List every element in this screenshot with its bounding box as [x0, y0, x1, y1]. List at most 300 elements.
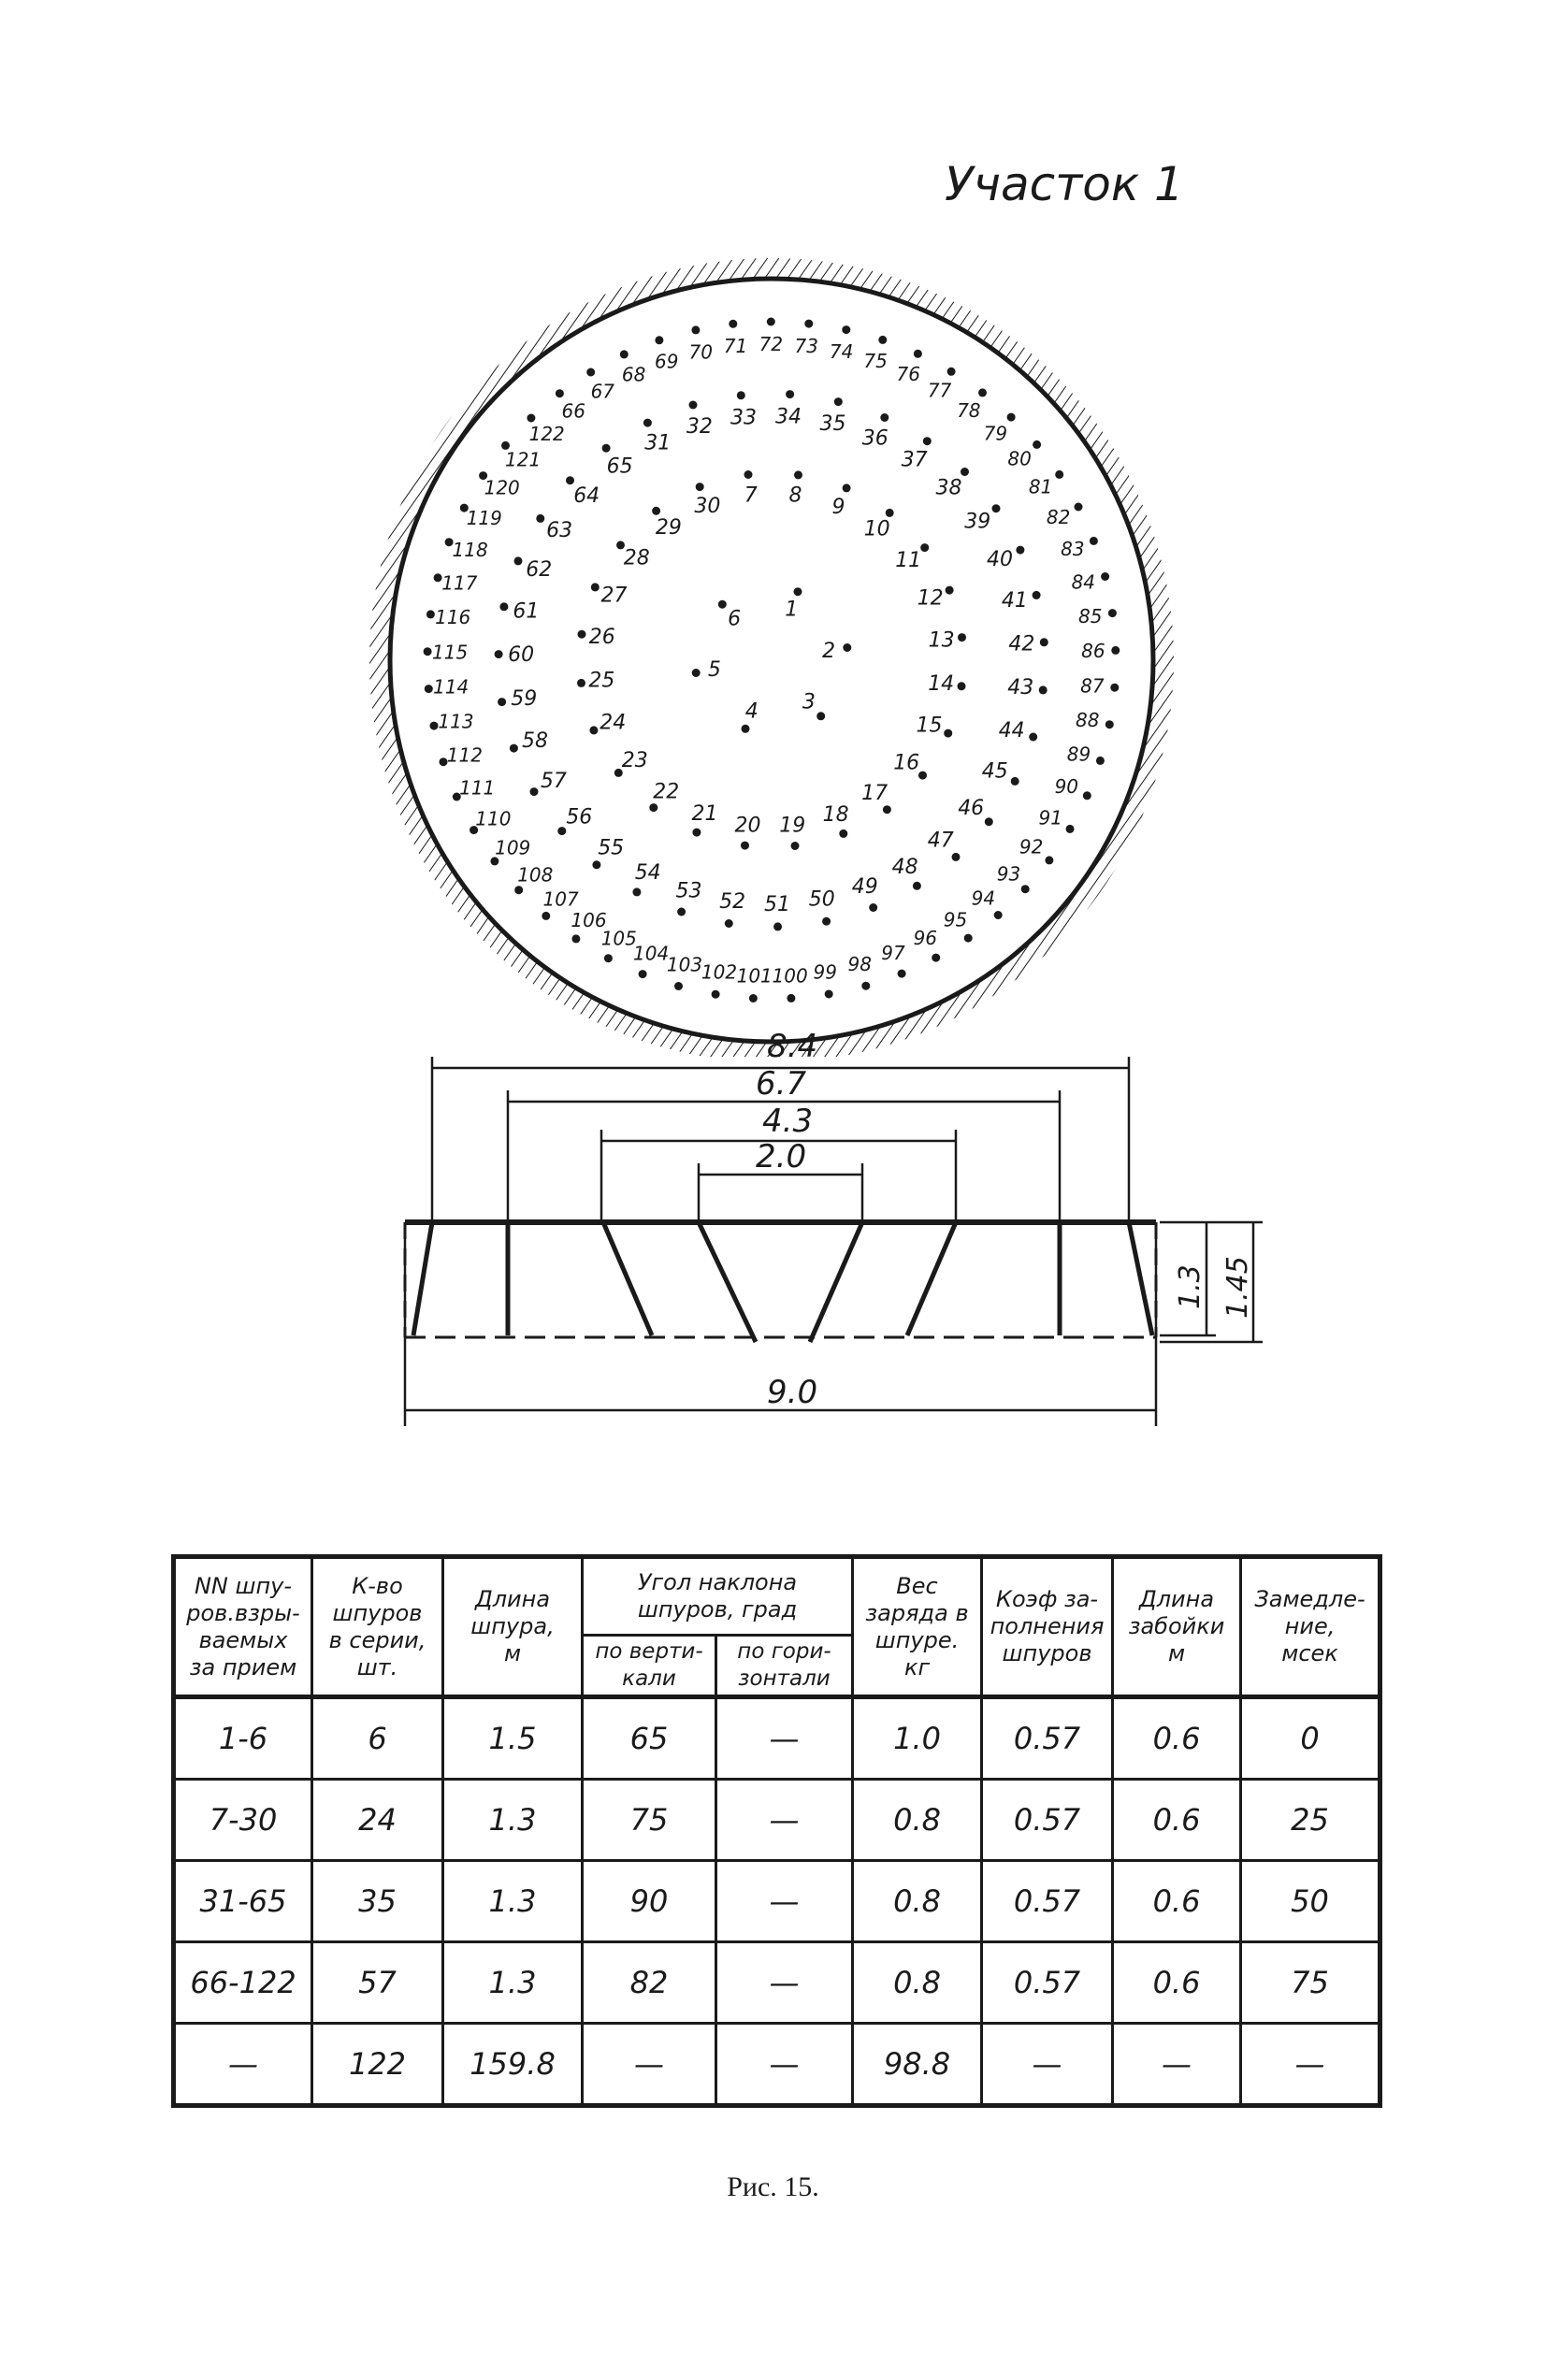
blasthole-marker — [729, 320, 737, 328]
blasthole-number: 21 — [691, 801, 718, 826]
blasthole-number: 76 — [896, 363, 920, 386]
blasthole-number: 84 — [1071, 570, 1096, 594]
table-cell: — — [716, 1780, 853, 1861]
blasthole-number: 118 — [452, 539, 488, 562]
blasthole-number: 36 — [861, 426, 889, 451]
blasthole-marker — [869, 903, 877, 912]
table-cell: 0.6 — [1113, 1861, 1241, 1942]
blasthole-number: 34 — [775, 405, 802, 429]
blasthole-number: 42 — [1008, 632, 1035, 656]
blasthole-marker — [964, 934, 973, 943]
blasthole-marker — [1011, 777, 1019, 786]
blasthole-number: 17 — [861, 782, 889, 806]
table-cell: 57 — [312, 1942, 443, 2024]
blasthole-number: 18 — [822, 803, 849, 827]
blasthole-number: 116 — [435, 606, 471, 629]
table-cell: — — [1113, 2024, 1241, 2106]
blasthole-number: 11 — [895, 548, 922, 572]
blasthole-number: 44 — [998, 719, 1025, 743]
blasthole-marker — [514, 886, 523, 894]
blasthole-number: 37 — [901, 448, 928, 472]
blasthole-marker — [1055, 470, 1063, 479]
table-cell: 1.0 — [853, 1697, 982, 1780]
blasthole-number: 72 — [759, 333, 784, 355]
blasthole-marker — [816, 712, 825, 720]
blasthole-number: 71 — [723, 335, 748, 358]
blasthole-number: 67 — [590, 380, 615, 403]
table-cell: 35 — [312, 1861, 443, 1942]
blasthole-number: 35 — [819, 411, 846, 436]
blasthole-marker — [878, 336, 887, 344]
blasthole-marker — [689, 401, 698, 410]
blasthole-marker — [861, 982, 870, 990]
blasthole-number: 99 — [813, 960, 837, 984]
hole-markers — [424, 318, 1120, 1003]
blasthole-marker — [591, 583, 600, 591]
section-holes — [413, 1222, 1152, 1342]
table-cell: — — [583, 2024, 716, 2106]
blasthole-marker — [947, 368, 956, 376]
blasthole-number: 45 — [981, 759, 1008, 784]
blasthole-number: 96 — [913, 927, 938, 949]
blasthole-number: 31 — [644, 431, 672, 455]
header-hole-length: Длина шпура, м — [443, 1557, 583, 1697]
blasthole-marker — [1066, 825, 1075, 833]
table-cell: — — [716, 1942, 853, 2024]
dim-label-8-4: 8.4 — [767, 1029, 818, 1065]
blasthole-number: 85 — [1077, 605, 1103, 627]
blasthole-marker — [1033, 591, 1041, 599]
table-cell: 0.6 — [1113, 1942, 1241, 2024]
blasthole-number: 102 — [701, 960, 738, 984]
blasthole-marker — [1111, 646, 1120, 655]
blasthole-number: 122 — [528, 423, 565, 446]
blasthole-number: 104 — [633, 942, 670, 965]
blasthole-number: 38 — [935, 476, 962, 500]
blasthole-number: 5 — [707, 658, 721, 683]
blasthole-number: 2 — [822, 639, 836, 663]
table-row — [174, 1780, 1380, 1861]
header-hole-count: К-во шпуров в серии, шт. — [312, 1557, 443, 1697]
blasthole-number: 22 — [653, 780, 680, 804]
blasthole-marker — [773, 922, 782, 930]
table-row — [174, 2024, 1380, 2106]
table-cell: — — [716, 1861, 853, 1942]
header-angle-vertical: по верти- кали — [583, 1636, 716, 1697]
blasthole-marker — [886, 509, 894, 517]
blasthole-marker — [804, 320, 813, 328]
blasthole-number: 82 — [1046, 505, 1071, 528]
table-cell: 159.8 — [443, 2024, 583, 2106]
blasthole-number: 28 — [623, 546, 650, 570]
blasthole-marker — [1101, 572, 1109, 581]
header-delay: Замедле- ние, мсек — [1241, 1557, 1380, 1697]
tunnel-contour — [390, 279, 1153, 1042]
blasthole-marker — [1029, 733, 1037, 742]
blasthole-marker — [1108, 609, 1117, 617]
blasthole-number: 117 — [441, 571, 478, 595]
table-cell: 1.3 — [443, 1942, 583, 2024]
table-cell: — — [716, 1697, 853, 1780]
blasthole-marker — [604, 954, 613, 962]
blasthole-number: 33 — [730, 406, 757, 430]
blasthole-number: 24 — [600, 711, 627, 735]
blasthole-marker — [1007, 413, 1016, 422]
blasthole-marker — [649, 803, 657, 812]
blasthole-marker — [952, 853, 961, 861]
rock-hatch-ring — [379, 267, 1164, 1053]
table-cell: 0.6 — [1113, 1697, 1241, 1780]
blasthole-marker — [992, 504, 1001, 512]
blasthole-number: 13 — [928, 628, 955, 653]
blasthole-number: 97 — [881, 941, 905, 964]
blasthole-number: 103 — [666, 953, 703, 976]
blasthole-number: 32 — [686, 415, 713, 439]
blasthole-number: 40 — [987, 548, 1013, 572]
blasthole-marker — [741, 842, 749, 850]
blasthole-number: 27 — [600, 584, 628, 608]
blasthole-marker — [578, 630, 586, 639]
blasthole-marker — [794, 587, 802, 596]
blasthole-number: 49 — [851, 875, 878, 900]
table-cell: — — [174, 2024, 312, 2106]
blasthole-number: 15 — [916, 714, 943, 738]
blasthole-number: 119 — [466, 506, 502, 529]
table-cell: 0.57 — [982, 1861, 1113, 1942]
blasthole-number: 56 — [566, 805, 593, 829]
blasthole-number: 61 — [513, 599, 540, 624]
blasthole-marker — [944, 729, 952, 738]
blasthole-number: 90 — [1054, 775, 1079, 799]
blasthole-marker — [978, 388, 987, 397]
blasthole-marker — [822, 917, 831, 926]
blasthole-marker — [786, 390, 794, 398]
blasthole-marker — [495, 650, 503, 658]
blasthole-number: 100 — [772, 964, 808, 988]
blasthole-number: 65 — [606, 454, 633, 479]
blasthole-marker — [652, 507, 660, 515]
table-cell: 65 — [583, 1697, 716, 1780]
blasthole-number: 81 — [1028, 475, 1053, 498]
blasthole-marker — [620, 350, 629, 358]
blasthole-number: 98 — [847, 953, 872, 976]
blasthole-marker — [920, 543, 929, 552]
blasthole-marker — [880, 413, 889, 422]
blasthole-marker — [923, 437, 932, 445]
blasthole-marker — [842, 325, 850, 334]
blasthole-number: 68 — [621, 363, 646, 386]
blasthole-number: 3 — [802, 690, 816, 714]
blasthole-marker — [918, 772, 927, 780]
blasthole-marker — [898, 970, 906, 978]
blasthole-marker — [958, 633, 966, 642]
blasthole-marker — [592, 860, 600, 869]
dim-label-9-0: 9.0 — [767, 1374, 818, 1411]
blasthole-number: 108 — [517, 863, 554, 887]
blasthole-number: 51 — [764, 892, 790, 916]
blasthole-marker — [696, 483, 704, 491]
blasthole-number: 9 — [831, 496, 845, 520]
hole-section-view — [0, 1029, 1546, 1440]
blasthole-number: 93 — [996, 862, 1021, 886]
blasthole-marker — [589, 726, 598, 734]
table-cell: 0.8 — [853, 1942, 982, 2024]
blasthole-number: 79 — [983, 422, 1008, 445]
blasthole-marker — [1045, 856, 1053, 864]
blasthole-marker — [1090, 537, 1098, 545]
dim-label-1-45: 1.45 — [1221, 1256, 1254, 1319]
blasthole-number: 29 — [655, 515, 682, 540]
blasthole-number: 54 — [634, 861, 661, 885]
blasthole-marker — [985, 817, 993, 826]
blasthole-number: 39 — [964, 510, 991, 534]
blasthole-number: 58 — [522, 729, 548, 754]
blasthole-number: 48 — [891, 856, 918, 879]
blasthole-number: 80 — [1007, 447, 1032, 470]
blasthole-marker — [1105, 720, 1114, 728]
blasthole-number: 78 — [957, 398, 981, 422]
blasthole-marker — [430, 722, 439, 730]
blasthole-number: 6 — [728, 607, 742, 631]
blasthole-number: 57 — [540, 769, 567, 793]
table-cell: 0.8 — [853, 1780, 982, 1861]
table-cell: 25 — [1241, 1780, 1380, 1861]
blasthole-number: 106 — [571, 909, 607, 932]
blasthole-marker — [426, 610, 435, 618]
blasthole-marker — [767, 318, 775, 326]
table-cell: 0.8 — [853, 1861, 982, 1942]
blasthole-marker — [843, 483, 851, 492]
blasthole-marker — [749, 994, 758, 1002]
table-cell: 82 — [583, 1942, 716, 2024]
blasthole-marker — [825, 990, 833, 999]
blasthole-marker — [632, 887, 641, 896]
blasthole-marker — [834, 397, 843, 406]
blasthole-marker — [1096, 757, 1105, 765]
blasthole-plan — [0, 0, 1546, 1057]
blasthole-number: 59 — [511, 686, 538, 711]
header-hole-angle: Угол наклона шпуров, град — [583, 1557, 853, 1636]
header-hole-numbers: NN шпу- ров.взры- ваемых за прием — [174, 1557, 312, 1697]
table-cell: 0.57 — [982, 1942, 1113, 2024]
table-cell: — — [1241, 2024, 1380, 2106]
blasthole-marker — [958, 682, 966, 690]
blasthole-number: 50 — [808, 887, 835, 912]
blasthole-number: 23 — [621, 749, 648, 773]
blasthole-number: 105 — [600, 927, 637, 950]
table-cell: 0.6 — [1113, 1780, 1241, 1861]
blasthole-number: 88 — [1075, 709, 1100, 732]
blasthole-marker — [510, 744, 518, 753]
blasthole-marker — [1083, 791, 1091, 800]
table-cell: 0 — [1241, 1697, 1380, 1780]
blasthole-marker — [677, 908, 686, 916]
blasthole-number: 94 — [971, 887, 996, 910]
blasthole-number: 74 — [829, 340, 854, 363]
table-body — [174, 1697, 1380, 2106]
blasthole-marker — [556, 389, 564, 397]
blasthole-marker — [1075, 503, 1083, 512]
blasthole-number: 120 — [484, 476, 520, 499]
table-cell: 1-6 — [174, 1697, 312, 1780]
blasthole-marker — [602, 444, 611, 453]
figure-caption: Рис. 15. — [727, 2171, 819, 2202]
blasthole-number: 14 — [928, 671, 955, 696]
blasthole-number: 91 — [1038, 806, 1062, 829]
header-charge-weight: Вес заряда в шпуре. кг — [853, 1557, 982, 1697]
blasthole-number: 7 — [744, 483, 758, 508]
blasthole-marker — [692, 829, 701, 837]
blasthole-marker — [914, 350, 922, 358]
blasthole-marker — [527, 414, 535, 423]
table-cell: 50 — [1241, 1861, 1380, 1942]
dim-label-6-7: 6.7 — [756, 1065, 807, 1103]
blasthole-marker — [725, 919, 733, 928]
blasthole-marker — [530, 787, 539, 796]
blasthole-number: 87 — [1080, 674, 1105, 698]
header-fill-coefficient: Коэф за- полнения шпуров — [982, 1557, 1113, 1697]
table-cell: 6 — [312, 1697, 443, 1780]
blasthole-marker — [913, 882, 921, 890]
blasthole-marker — [946, 586, 954, 595]
header-stemming-length: Длина забойки м — [1113, 1557, 1241, 1697]
blasthole-number: 86 — [1081, 640, 1105, 663]
blasthole-number: 115 — [432, 641, 469, 664]
table-cell: 75 — [583, 1780, 716, 1861]
blasthole-marker — [787, 994, 795, 1002]
section-title: Участок 1 — [945, 157, 1184, 211]
table-cell: — — [982, 2024, 1113, 2106]
blasthole-marker — [712, 990, 720, 999]
blasthole-number: 121 — [505, 448, 542, 471]
blasthole-number: 114 — [433, 675, 470, 699]
blasthole-marker — [932, 954, 940, 962]
table-cell: — — [716, 2024, 853, 2106]
blasthole-number: 20 — [734, 814, 761, 838]
blasthole-number: 53 — [675, 879, 702, 903]
blasthole-marker — [425, 685, 433, 693]
table-cell: 1.5 — [443, 1697, 583, 1780]
dim-label-4-3: 4.3 — [762, 1103, 814, 1140]
blasthole-marker — [577, 679, 585, 687]
table-cell: 122 — [312, 2024, 443, 2106]
blasthole-marker — [1021, 885, 1030, 893]
blasthole-marker — [742, 725, 750, 733]
blasthole-marker — [691, 325, 700, 334]
blasthole-marker — [536, 514, 544, 523]
blasthole-number: 69 — [654, 350, 679, 373]
blasthole-marker — [674, 982, 683, 990]
blasthole-marker — [643, 419, 652, 427]
blasthole-marker — [961, 468, 969, 476]
blasthole-number: 19 — [779, 814, 806, 838]
blasthole-marker — [655, 336, 663, 344]
blasthole-marker — [843, 643, 851, 652]
dim-label-1-3: 1.3 — [1174, 1264, 1206, 1309]
blasthole-number: 8 — [788, 483, 802, 508]
blasthole-marker — [737, 391, 745, 399]
blasthole-number: 66 — [561, 399, 585, 423]
blasthole-marker — [994, 911, 1003, 919]
blasthole-marker — [566, 476, 574, 484]
blasthole-marker — [794, 470, 802, 479]
blasthole-number: 113 — [438, 710, 474, 733]
table-cell: 90 — [583, 1861, 716, 1942]
table-cell: 66-122 — [174, 1942, 312, 2024]
table-cell: 31-65 — [174, 1861, 312, 1942]
blasthole-number: 55 — [598, 836, 625, 860]
blasthole-number: 77 — [927, 379, 952, 402]
blasthole-number: 60 — [508, 643, 535, 668]
blasthole-marker — [883, 805, 891, 814]
blasthole-number: 95 — [943, 908, 968, 931]
blasthole-number: 41 — [1001, 589, 1028, 613]
blasthole-number: 83 — [1061, 537, 1085, 560]
blasthole-marker — [1033, 440, 1041, 449]
blasthole-marker — [586, 368, 595, 377]
blasthole-marker — [1040, 638, 1048, 646]
blasthole-number: 30 — [694, 495, 721, 518]
table-cell: 75 — [1241, 1942, 1380, 2024]
blasthole-number: 4 — [744, 700, 759, 724]
blasthole-marker — [1039, 685, 1048, 694]
blasthole-number: 25 — [588, 669, 615, 693]
blasthole-number: 111 — [459, 776, 496, 800]
blasthole-number: 73 — [794, 335, 818, 357]
blasthole-number: 64 — [573, 483, 600, 508]
blasthole-number: 110 — [475, 807, 512, 830]
blasthole-number: 10 — [863, 517, 890, 541]
blasthole-number: 62 — [526, 557, 553, 582]
table-cell: 24 — [312, 1780, 443, 1861]
blasthole-number: 46 — [958, 797, 985, 821]
blasthole-number: 63 — [546, 519, 573, 543]
table-row — [174, 1942, 1380, 2024]
blasthole-number: 26 — [588, 626, 615, 650]
blasthole-marker — [571, 934, 580, 943]
blasthole-number: 112 — [446, 743, 483, 767]
table-cell: 0.57 — [982, 1780, 1113, 1861]
blasthole-number: 109 — [495, 836, 531, 859]
blasthole-marker — [542, 912, 550, 920]
table-cell: 0.57 — [982, 1697, 1113, 1780]
blasthole-number: 16 — [893, 751, 920, 775]
blasthole-number: 47 — [927, 829, 954, 853]
blasthole-marker — [557, 827, 566, 835]
dim-label-2-0: 2.0 — [756, 1138, 807, 1176]
blasthole-marker — [791, 842, 800, 850]
blasthole-marker — [424, 647, 432, 656]
blasthole-marker — [498, 698, 506, 706]
blasthole-marker — [1110, 684, 1119, 692]
blasthole-marker — [499, 602, 508, 611]
table-row — [174, 1697, 1380, 1780]
blasthole-marker — [744, 470, 753, 479]
blasting-parameters-table — [171, 1554, 1382, 2108]
blasthole-number: 12 — [917, 586, 944, 611]
blasthole-marker — [718, 600, 727, 609]
table-cell: 1.3 — [443, 1780, 583, 1861]
blasthole-number: 1 — [785, 598, 799, 622]
blasthole-number: 107 — [542, 887, 579, 911]
header-angle-horizontal: по гори- зонтали — [716, 1636, 853, 1697]
blasthole-marker — [692, 669, 701, 677]
table-cell: 98.8 — [853, 2024, 982, 2106]
blasthole-number: 89 — [1066, 743, 1091, 766]
table-cell: 7-30 — [174, 1780, 312, 1861]
blasthole-number: 75 — [863, 350, 888, 373]
blasthole-number: 101 — [736, 964, 773, 988]
